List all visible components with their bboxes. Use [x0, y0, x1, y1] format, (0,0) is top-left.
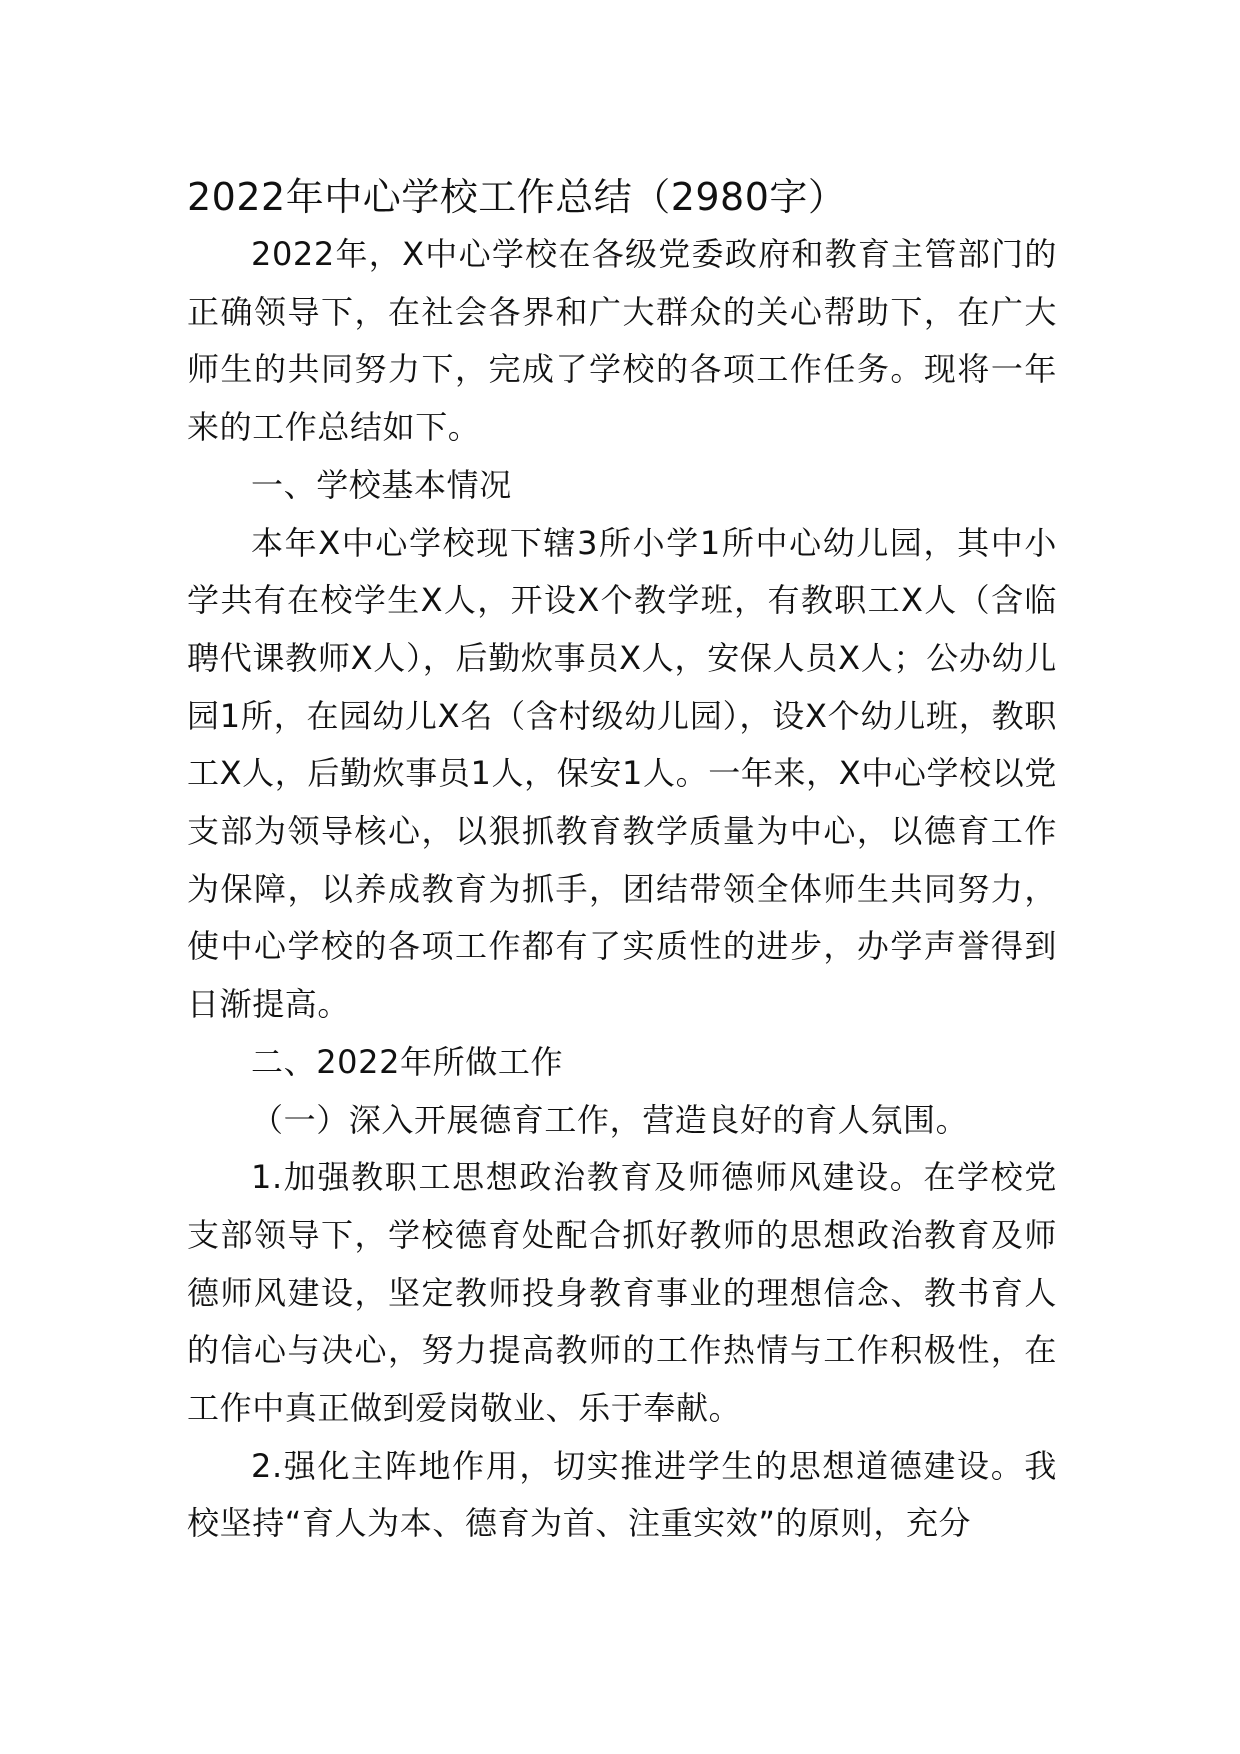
paragraph-item-1: 1.加强教职工思想政治教育及师德师风建设。在学校党支部领导下，学校德育处配合抓好教师的思想政治教育及师德师风建设，坚定教师投身教育事业的理想信念、教书育人的信心与决心，努力提高教师的工作热情与工作积极性，在工作中真正做到爱岗敬业、乐于奉献。 [187, 1158, 1057, 1428]
paragraph-item-2: 2.强化主阵地作用，切实推进学生的思想道德建设。我校坚持“育人为本、德育为首、注重实效”的原则，充分 [187, 1446, 1057, 1543]
paragraph-basic-info: 本年X中心学校现下辖3所小学1所中心幼儿园，其中小学共有在校学生X人，开设X个教学班，有教职工X人（含临聘代课教师X人），后勤炊事员X人，安保人员X人；公办幼儿园1所，在园幼儿X名（含村级幼儿园），设X个幼儿班，教职工X人，后勤炊事员1人，保安1人。一年来，X中心学校以党支部为领导核心，以狠抓教育教学质量为中心，以德育工作为保障，以养成教育为抓手，团结带领全体师生共同努力，使中心学校的各项工作都有了实质性的进步，办学声誉得到日渐提高。 [187, 523, 1057, 1024]
section-heading-basic-info: 一、学校基本情况 [251, 465, 512, 504]
paragraph-intro: 2022年，X中心学校在各级党委政府和教育主管部门的正确领导下，在社会各界和广大群众的关心帮助下，在广大师生的共同努力下，完成了学校的各项工作任务。现将一年来的工作总结如下。 [187, 235, 1057, 447]
document-title: 2022年中心学校工作总结（2980字） [187, 175, 847, 219]
section-heading-work-done: 二、2022年所做工作 [251, 1042, 564, 1081]
document-body [187, 168, 1057, 1553]
subsection-heading-moral-education: （一）深入开展德育工作，营造良好的育人氛围。 [251, 1100, 969, 1139]
